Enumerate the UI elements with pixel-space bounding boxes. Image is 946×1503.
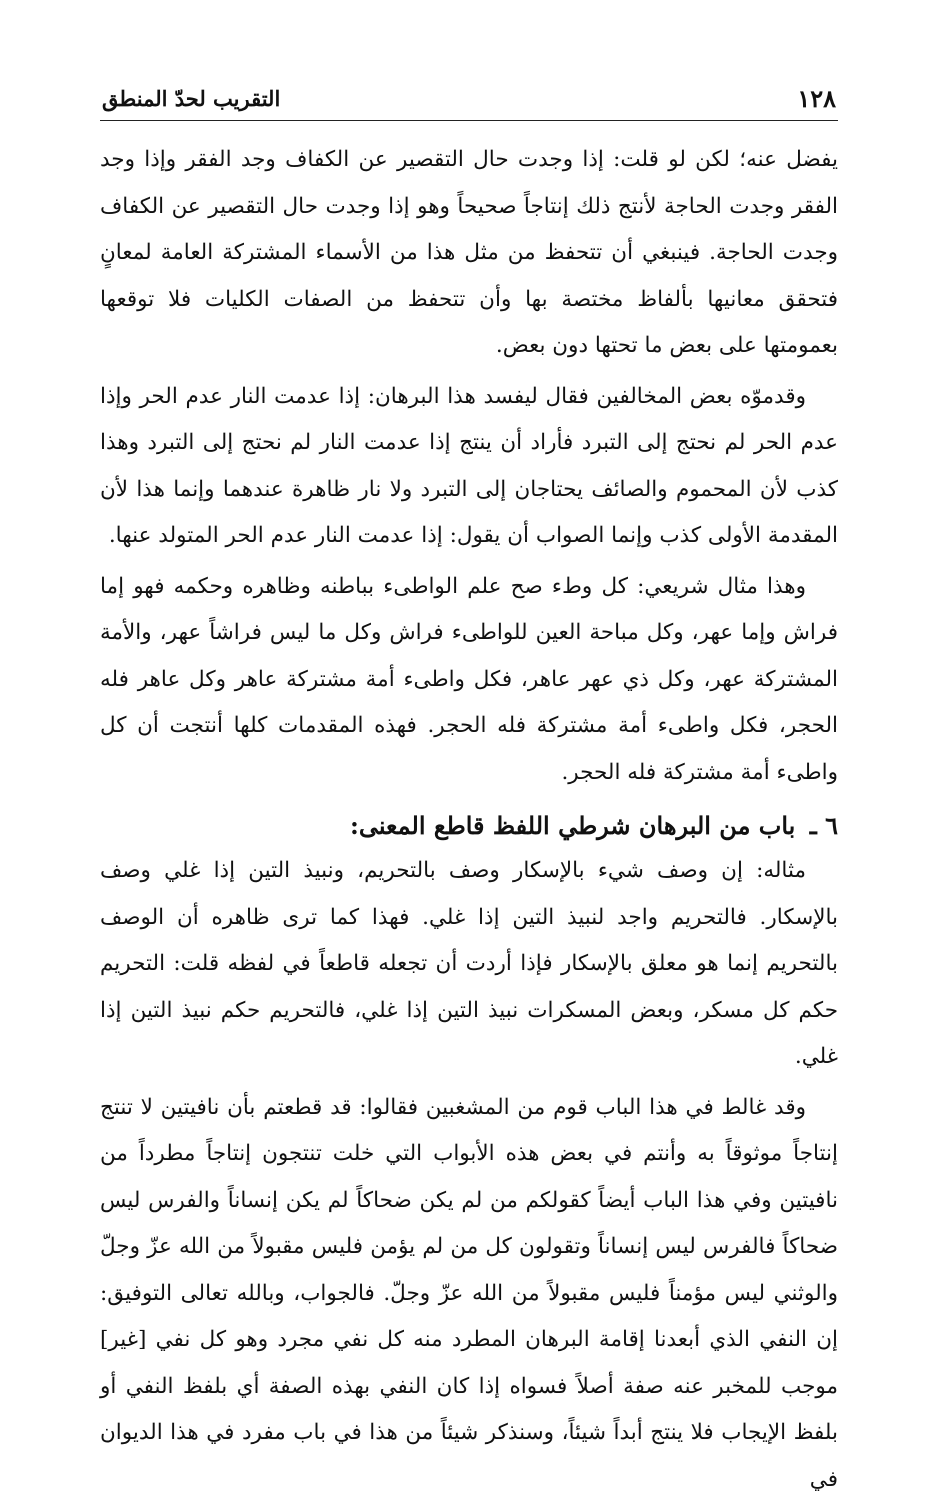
page-number: ١٢٨ [797,84,836,113]
book-page [100,80,838,1503]
paragraph-1: يفضل عنه؛ لكن لو قلت: إذا وجدت حال التقصير عن الكفاف وجد الفقر وإذا وجد الفقر وجدت الحاجة لأنتج ذلك إنتاجاً صحيحاً وهو إذا وجدت حال التقصير عن الكفاف وجدت الحاجة. فينبغي أن تتحفظ من مثل هذا من الأسماء المشتركة العامة لمعانٍ فتحقق معانيها بألفاظ مختصة بها وأن تتحفظ من الصفات الكليات فلا توقعها بعمومتها على بعض ما تحتها دون بعض. [100,137,838,370]
paragraph-2: وقدموّه بعض المخالفين فقال ليفسد هذا البرهان: إذا عدمت النار عدم الحر وإذا عدم الحر لم نحتج إلى التبرد فأراد أن ينتج إذا عدمت النار لم نحتج إلى التبرد وهذا كذب لأن المحموم والصائف يحتاجان إلى التبرد ولا نار ظاهرة عندهما وإنما هذا لأن المقدمة الأولى كذب وإنما الصواب أن يقول: إذا عدمت النار عدم الحر المتولد عنها. [100,374,838,560]
running-head [100,80,838,121]
book-title: التقريب لحدّ المنطق [102,86,280,111]
body-text [100,137,838,1503]
section-title: باب من البرهان شرطي اللفظ قاطع المعنى: [350,811,795,840]
section-heading [100,804,838,848]
paragraph-5: وقد غالط في هذا الباب قوم من المشغبين فقالوا: قد قطعتم بأن نافيتين لا تنتج إنتاجاً موثوقاً به وأنتم في بعض هذه الأبواب التي خلت تنتجون إنتاجاً مطرداً من نافيتين وفي هذا الباب أيضاً كقولكم من لم يكن ضحاكاً لم يكن إنساناً والفرس ليس ضحاكاً فالفرس ليس إنساناً وتقولون كل من لم يؤمن فليس مقبولاً من الله عزّ وجلّ والوثني ليس مؤمناً فليس مقبولاً من الله عزّ وجلّ. فالجواب، وبالله تعالى التوفيق: إن النفي الذي أبعدنا إقامة البرهان المطرد منه كل نفي مجرد وهو كل نفي [غير] موجب للمخبر عنه صفة أصلاً فسواه إذا كان النفي بهذه الصفة أي بلفظ النفي أو بلفظ الإيجاب فلا ينتج أبداً شيئاً، وسنذكر شيئاً من هذا في باب مفرد في هذا الديوان في [100,1085,838,1503]
paragraph-4: مثاله: إن وصف شيء بالإسكار وصف بالتحريم، ونبيذ التين إذا غلي وصف بالإسكار. فالتحريم واجد لنبيذ التين إذا غلي. فهذا كما ترى ظاهره أن الوصف بالتحريم إنما هو معلق بالإسكار فإذا أردت أن تجعله قاطعاً في لفظه قلت: التحريم حكم كل مسكر، وبعض المسكرات نبيذ التين إذا غلي، فالتحريم حكم نبيذ التين إذا غلي. [100,848,838,1081]
section-number: ٦ ـ [810,811,838,840]
paragraph-3: وهذا مثال شريعي: كل وطء صح علم الواطىء بباطنه وظاهره وحكمه فهو إما فراش وإما عهر، وكل مباحة العين للواطىء فراش وكل ما ليس فراشاً عهر، والأمة المشتركة عهر، وكل ذي عهر عاهر، فكل واطىء أمة مشتركة عاهر وكل عاهر فله الحجر، فكل واطىء أمة مشتركة فله الحجر. فهذه المقدمات كلها أنتجت أن كل واطىء أمة مشتركة فله الحجر. [100,564,838,797]
